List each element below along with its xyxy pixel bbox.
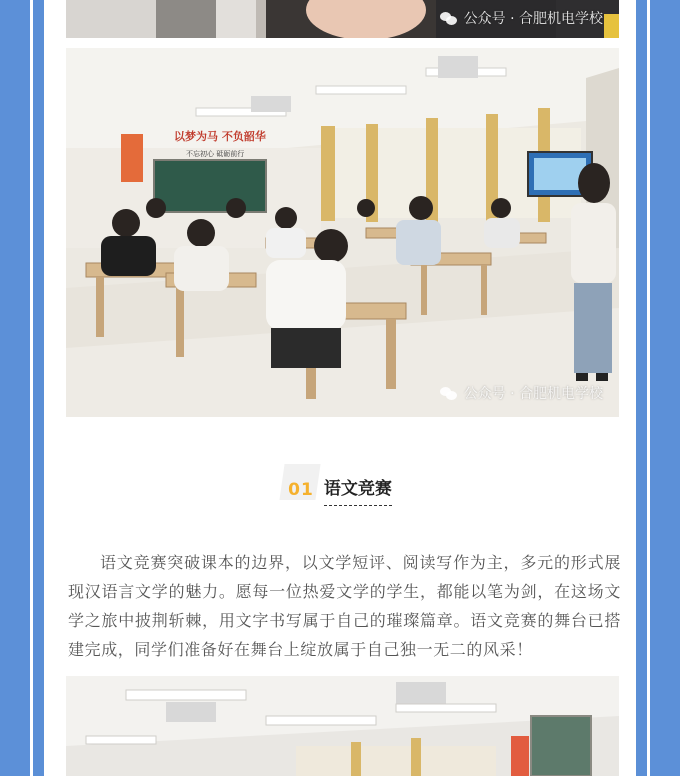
section-title: 语文竞赛: [324, 474, 392, 506]
classroom-exam-photo[interactable]: [66, 48, 619, 417]
section-header: [44, 470, 636, 510]
blackboard-slogan: 以梦为马 不负韶华: [174, 130, 266, 143]
right-border-frame: [647, 0, 680, 776]
article-page: [44, 0, 636, 776]
classroom-photo-top[interactable]: [66, 0, 619, 38]
section-number: 01: [288, 480, 314, 500]
left-border-frame: [0, 0, 33, 776]
classroom-photo-bottom[interactable]: [66, 676, 619, 776]
watermark-text: 公众号 · 合肥机电学校: [463, 386, 603, 402]
watermark-text: 公众号 · 合肥机电学校: [463, 11, 603, 27]
wechat-icon: [440, 11, 458, 25]
section-paragraph: 语文竞赛突破课本的边界，以文学短评、阅读写作为主，多元的形式展现汉语言文学的魅力。愿每一位热爱文学的学生，都能以笔为剑，在这场文学之旅中披荆斩棘，用文字书写属于自己的璀璨篇章。语文竞赛的舞台已搭建完成，同学们准备好在舞台上绽放属于自己独一无二的风采！: [68, 553, 621, 659]
wechat-icon: [440, 386, 458, 400]
watermark: [440, 383, 603, 403]
photo-bottom-image: [66, 676, 619, 776]
watermark: [440, 8, 603, 28]
blackboard-subslogan: 不忘初心 砥砺前行: [186, 150, 245, 158]
classroom-exam-image: [66, 48, 619, 417]
